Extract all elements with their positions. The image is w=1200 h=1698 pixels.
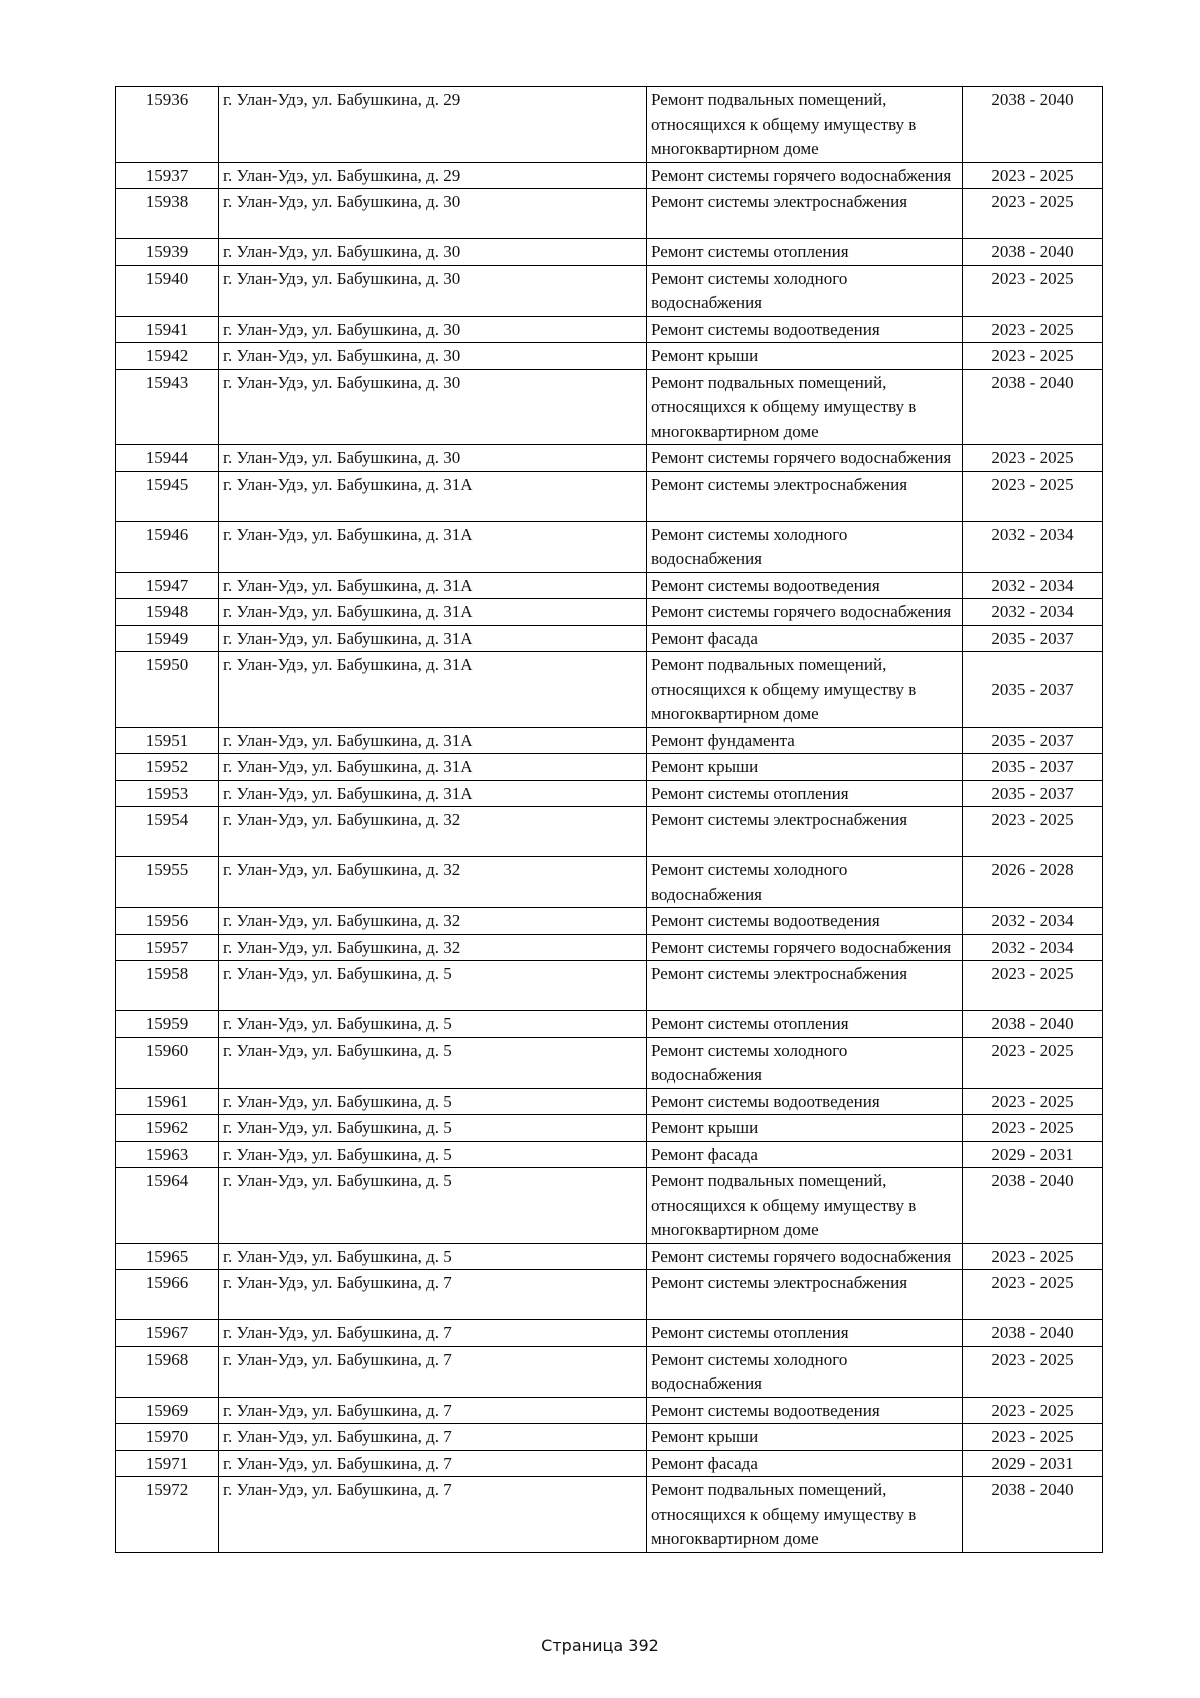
table-row <box>116 189 1103 239</box>
row-period: 2038 - 2040 <box>963 1011 1103 1038</box>
table-row <box>116 807 1103 857</box>
row-work-type: Ремонт системы электроснабжения <box>647 961 963 1011</box>
row-address: г. Улан-Удэ, ул. Бабушкина, д. 32 <box>219 934 647 961</box>
row-number: 15962 <box>116 1115 219 1142</box>
table-row <box>116 961 1103 1011</box>
row-number: 15948 <box>116 599 219 626</box>
row-address: г. Улан-Удэ, ул. Бабушкина, д. 5 <box>219 1243 647 1270</box>
row-number: 15947 <box>116 572 219 599</box>
row-number: 15972 <box>116 1477 219 1553</box>
row-work-type: Ремонт системы водоотведения <box>647 1088 963 1115</box>
row-number: 15967 <box>116 1320 219 1347</box>
row-period: 2032 - 2034 <box>963 934 1103 961</box>
table-row <box>116 1450 1103 1477</box>
table-row <box>116 754 1103 781</box>
row-address: г. Улан-Удэ, ул. Бабушкина, д. 31А <box>219 572 647 599</box>
table-row <box>116 780 1103 807</box>
table-row <box>116 908 1103 935</box>
row-period: 2023 - 2025 <box>963 1397 1103 1424</box>
table-row <box>116 87 1103 163</box>
row-period: 2038 - 2040 <box>963 369 1103 445</box>
table-row <box>116 1320 1103 1347</box>
row-work-type: Ремонт фасада <box>647 625 963 652</box>
row-number: 15958 <box>116 961 219 1011</box>
table-row <box>116 1477 1103 1553</box>
table-row <box>116 1270 1103 1320</box>
row-number: 15956 <box>116 908 219 935</box>
row-address: г. Улан-Удэ, ул. Бабушкина, д. 7 <box>219 1424 647 1451</box>
row-work-type: Ремонт системы горячего водоснабжения <box>647 599 963 626</box>
row-period: 2023 - 2025 <box>963 1243 1103 1270</box>
row-period: 2023 - 2025 <box>963 162 1103 189</box>
row-work-type: Ремонт системы электроснабжения <box>647 471 963 521</box>
row-address: г. Улан-Удэ, ул. Бабушкина, д. 31А <box>219 521 647 572</box>
row-number: 15970 <box>116 1424 219 1451</box>
row-period: 2032 - 2034 <box>963 521 1103 572</box>
row-work-type: Ремонт системы горячего водоснабжения <box>647 162 963 189</box>
row-work-type: Ремонт системы водоотведения <box>647 316 963 343</box>
row-address: г. Улан-Удэ, ул. Бабушкина, д. 31А <box>219 625 647 652</box>
row-address: г. Улан-Удэ, ул. Бабушкина, д. 31А <box>219 652 647 728</box>
row-address: г. Улан-Удэ, ул. Бабушкина, д. 5 <box>219 961 647 1011</box>
table-row <box>116 934 1103 961</box>
row-work-type: Ремонт подвальных помещений, относящихся к общему имуществу в многоквартирном доме <box>647 1168 963 1244</box>
row-period: 2035 - 2037 <box>963 754 1103 781</box>
row-number: 15953 <box>116 780 219 807</box>
row-number: 15961 <box>116 1088 219 1115</box>
row-work-type: Ремонт системы отопления <box>647 1011 963 1038</box>
row-work-type: Ремонт системы отопления <box>647 239 963 266</box>
row-work-type: Ремонт системы водоотведения <box>647 1397 963 1424</box>
row-address: г. Улан-Удэ, ул. Бабушкина, д. 5 <box>219 1011 647 1038</box>
row-period: 2038 - 2040 <box>963 1168 1103 1244</box>
table-row <box>116 652 1103 728</box>
row-number: 15943 <box>116 369 219 445</box>
table-row <box>116 1168 1103 1244</box>
row-number: 15936 <box>116 87 219 163</box>
row-number: 15945 <box>116 471 219 521</box>
row-address: г. Улан-Удэ, ул. Бабушкина, д. 5 <box>219 1115 647 1142</box>
row-period: 2038 - 2040 <box>963 1477 1103 1553</box>
row-period: 2023 - 2025 <box>963 316 1103 343</box>
row-work-type: Ремонт системы горячего водоснабжения <box>647 934 963 961</box>
row-period: 2023 - 2025 <box>963 445 1103 472</box>
row-number: 15968 <box>116 1346 219 1397</box>
row-work-type: Ремонт системы водоотведения <box>647 572 963 599</box>
row-address: г. Улан-Удэ, ул. Бабушкина, д. 30 <box>219 445 647 472</box>
table-row <box>116 343 1103 370</box>
row-address: г. Улан-Удэ, ул. Бабушкина, д. 30 <box>219 369 647 445</box>
row-number: 15951 <box>116 727 219 754</box>
row-number: 15955 <box>116 857 219 908</box>
row-work-type: Ремонт системы электроснабжения <box>647 189 963 239</box>
row-work-type: Ремонт системы отопления <box>647 780 963 807</box>
row-period: 2023 - 2025 <box>963 1270 1103 1320</box>
row-period: 2023 - 2025 <box>963 1346 1103 1397</box>
row-period: 2023 - 2025 <box>963 1088 1103 1115</box>
row-address: г. Улан-Удэ, ул. Бабушкина, д. 5 <box>219 1088 647 1115</box>
row-address: г. Улан-Удэ, ул. Бабушкина, д. 32 <box>219 807 647 857</box>
table-row <box>116 1088 1103 1115</box>
row-number: 15940 <box>116 265 219 316</box>
row-address: г. Улан-Удэ, ул. Бабушкина, д. 5 <box>219 1168 647 1244</box>
row-period: 2035 - 2037 <box>963 727 1103 754</box>
row-work-type: Ремонт подвальных помещений, относящихся к общему имуществу в многоквартирном доме <box>647 369 963 445</box>
row-period: 2032 - 2034 <box>963 599 1103 626</box>
row-number: 15937 <box>116 162 219 189</box>
row-number: 15939 <box>116 239 219 266</box>
row-address: г. Улан-Удэ, ул. Бабушкина, д. 29 <box>219 87 647 163</box>
row-period: 2035 - 2037 <box>963 652 1103 728</box>
row-number: 15946 <box>116 521 219 572</box>
row-work-type: Ремонт подвальных помещений, относящихся к общему имуществу в многоквартирном доме <box>647 652 963 728</box>
table-row <box>116 445 1103 472</box>
table-row <box>116 1115 1103 1142</box>
table-row <box>116 471 1103 521</box>
page-number: Страница 392 <box>541 1636 659 1655</box>
row-period: 2035 - 2037 <box>963 780 1103 807</box>
row-work-type: Ремонт системы горячего водоснабжения <box>647 1243 963 1270</box>
row-period: 2023 - 2025 <box>963 265 1103 316</box>
row-period: 2029 - 2031 <box>963 1450 1103 1477</box>
row-address: г. Улан-Удэ, ул. Бабушкина, д. 32 <box>219 908 647 935</box>
table-row <box>116 857 1103 908</box>
row-number: 15960 <box>116 1037 219 1088</box>
row-address: г. Улан-Удэ, ул. Бабушкина, д. 31А <box>219 727 647 754</box>
row-address: г. Улан-Удэ, ул. Бабушкина, д. 30 <box>219 189 647 239</box>
row-address: г. Улан-Удэ, ул. Бабушкина, д. 7 <box>219 1477 647 1553</box>
table-row <box>116 1011 1103 1038</box>
row-address: г. Улан-Удэ, ул. Бабушкина, д. 31А <box>219 471 647 521</box>
table-row <box>116 239 1103 266</box>
row-work-type: Ремонт системы холодного водоснабжения <box>647 1346 963 1397</box>
table-row <box>116 521 1103 572</box>
row-number: 15941 <box>116 316 219 343</box>
row-work-type: Ремонт крыши <box>647 1115 963 1142</box>
row-work-type: Ремонт фундамента <box>647 727 963 754</box>
row-work-type: Ремонт системы холодного водоснабжения <box>647 521 963 572</box>
table-row <box>116 316 1103 343</box>
row-work-type: Ремонт системы холодного водоснабжения <box>647 857 963 908</box>
row-period: 2026 - 2028 <box>963 857 1103 908</box>
row-work-type: Ремонт фасада <box>647 1141 963 1168</box>
row-address: г. Улан-Удэ, ул. Бабушкина, д. 5 <box>219 1037 647 1088</box>
row-period: 2032 - 2034 <box>963 572 1103 599</box>
row-number: 15971 <box>116 1450 219 1477</box>
row-number: 15954 <box>116 807 219 857</box>
row-work-type: Ремонт системы электроснабжения <box>647 1270 963 1320</box>
row-work-type: Ремонт системы отопления <box>647 1320 963 1347</box>
row-work-type: Ремонт крыши <box>647 343 963 370</box>
row-address: г. Улан-Удэ, ул. Бабушкина, д. 7 <box>219 1320 647 1347</box>
table-row <box>116 162 1103 189</box>
row-work-type: Ремонт системы электроснабжения <box>647 807 963 857</box>
row-address: г. Улан-Удэ, ул. Бабушкина, д. 29 <box>219 162 647 189</box>
row-number: 15957 <box>116 934 219 961</box>
row-work-type: Ремонт подвальных помещений, относящихся к общему имуществу в многоквартирном доме <box>647 87 963 163</box>
row-address: г. Улан-Удэ, ул. Бабушкина, д. 32 <box>219 857 647 908</box>
row-address: г. Улан-Удэ, ул. Бабушкина, д. 30 <box>219 316 647 343</box>
row-work-type: Ремонт системы холодного водоснабжения <box>647 265 963 316</box>
row-work-type: Ремонт крыши <box>647 754 963 781</box>
row-number: 15949 <box>116 625 219 652</box>
row-address: г. Улан-Удэ, ул. Бабушкина, д. 30 <box>219 343 647 370</box>
row-address: г. Улан-Удэ, ул. Бабушкина, д. 31А <box>219 780 647 807</box>
row-address: г. Улан-Удэ, ул. Бабушкина, д. 30 <box>219 265 647 316</box>
row-period: 2023 - 2025 <box>963 1115 1103 1142</box>
table-row <box>116 625 1103 652</box>
row-period: 2029 - 2031 <box>963 1141 1103 1168</box>
row-work-type: Ремонт системы водоотведения <box>647 908 963 935</box>
row-period: 2032 - 2034 <box>963 908 1103 935</box>
row-address: г. Улан-Удэ, ул. Бабушкина, д. 7 <box>219 1450 647 1477</box>
row-period: 2023 - 2025 <box>963 189 1103 239</box>
row-work-type: Ремонт фасада <box>647 1450 963 1477</box>
table-row <box>116 1424 1103 1451</box>
table-row <box>116 1243 1103 1270</box>
row-period: 2035 - 2037 <box>963 625 1103 652</box>
table-row <box>116 1397 1103 1424</box>
row-number: 15964 <box>116 1168 219 1244</box>
row-address: г. Улан-Удэ, ул. Бабушкина, д. 5 <box>219 1141 647 1168</box>
row-number: 15963 <box>116 1141 219 1168</box>
table-row <box>116 1141 1103 1168</box>
row-address: г. Улан-Удэ, ул. Бабушкина, д. 30 <box>219 239 647 266</box>
table-row <box>116 1037 1103 1088</box>
table-row <box>116 265 1103 316</box>
table-row <box>116 599 1103 626</box>
row-number: 15938 <box>116 189 219 239</box>
table-row <box>116 1346 1103 1397</box>
row-period: 2038 - 2040 <box>963 87 1103 163</box>
row-period: 2023 - 2025 <box>963 961 1103 1011</box>
row-period: 2023 - 2025 <box>963 1037 1103 1088</box>
row-work-type: Ремонт крыши <box>647 1424 963 1451</box>
row-address: г. Улан-Удэ, ул. Бабушкина, д. 7 <box>219 1270 647 1320</box>
row-number: 15950 <box>116 652 219 728</box>
row-address: г. Улан-Удэ, ул. Бабушкина, д. 7 <box>219 1397 647 1424</box>
row-work-type: Ремонт подвальных помещений, относящихся к общему имуществу в многоквартирном доме <box>647 1477 963 1553</box>
row-address: г. Улан-Удэ, ул. Бабушкина, д. 7 <box>219 1346 647 1397</box>
row-address: г. Улан-Удэ, ул. Бабушкина, д. 31А <box>219 599 647 626</box>
row-address: г. Улан-Удэ, ул. Бабушкина, д. 31А <box>219 754 647 781</box>
table-row <box>116 727 1103 754</box>
row-number: 15966 <box>116 1270 219 1320</box>
repair-schedule-table <box>115 86 1103 1553</box>
row-period: 2023 - 2025 <box>963 343 1103 370</box>
row-number: 15944 <box>116 445 219 472</box>
row-period: 2038 - 2040 <box>963 239 1103 266</box>
row-number: 15942 <box>116 343 219 370</box>
table-body <box>116 87 1103 1553</box>
table-row <box>116 369 1103 445</box>
row-work-type: Ремонт системы горячего водоснабжения <box>647 445 963 472</box>
row-number: 15959 <box>116 1011 219 1038</box>
row-period: 2023 - 2025 <box>963 1424 1103 1451</box>
row-number: 15969 <box>116 1397 219 1424</box>
row-number: 15965 <box>116 1243 219 1270</box>
row-period: 2023 - 2025 <box>963 471 1103 521</box>
row-work-type: Ремонт системы холодного водоснабжения <box>647 1037 963 1088</box>
row-number: 15952 <box>116 754 219 781</box>
table-row <box>116 572 1103 599</box>
row-period: 2023 - 2025 <box>963 807 1103 857</box>
row-period: 2038 - 2040 <box>963 1320 1103 1347</box>
